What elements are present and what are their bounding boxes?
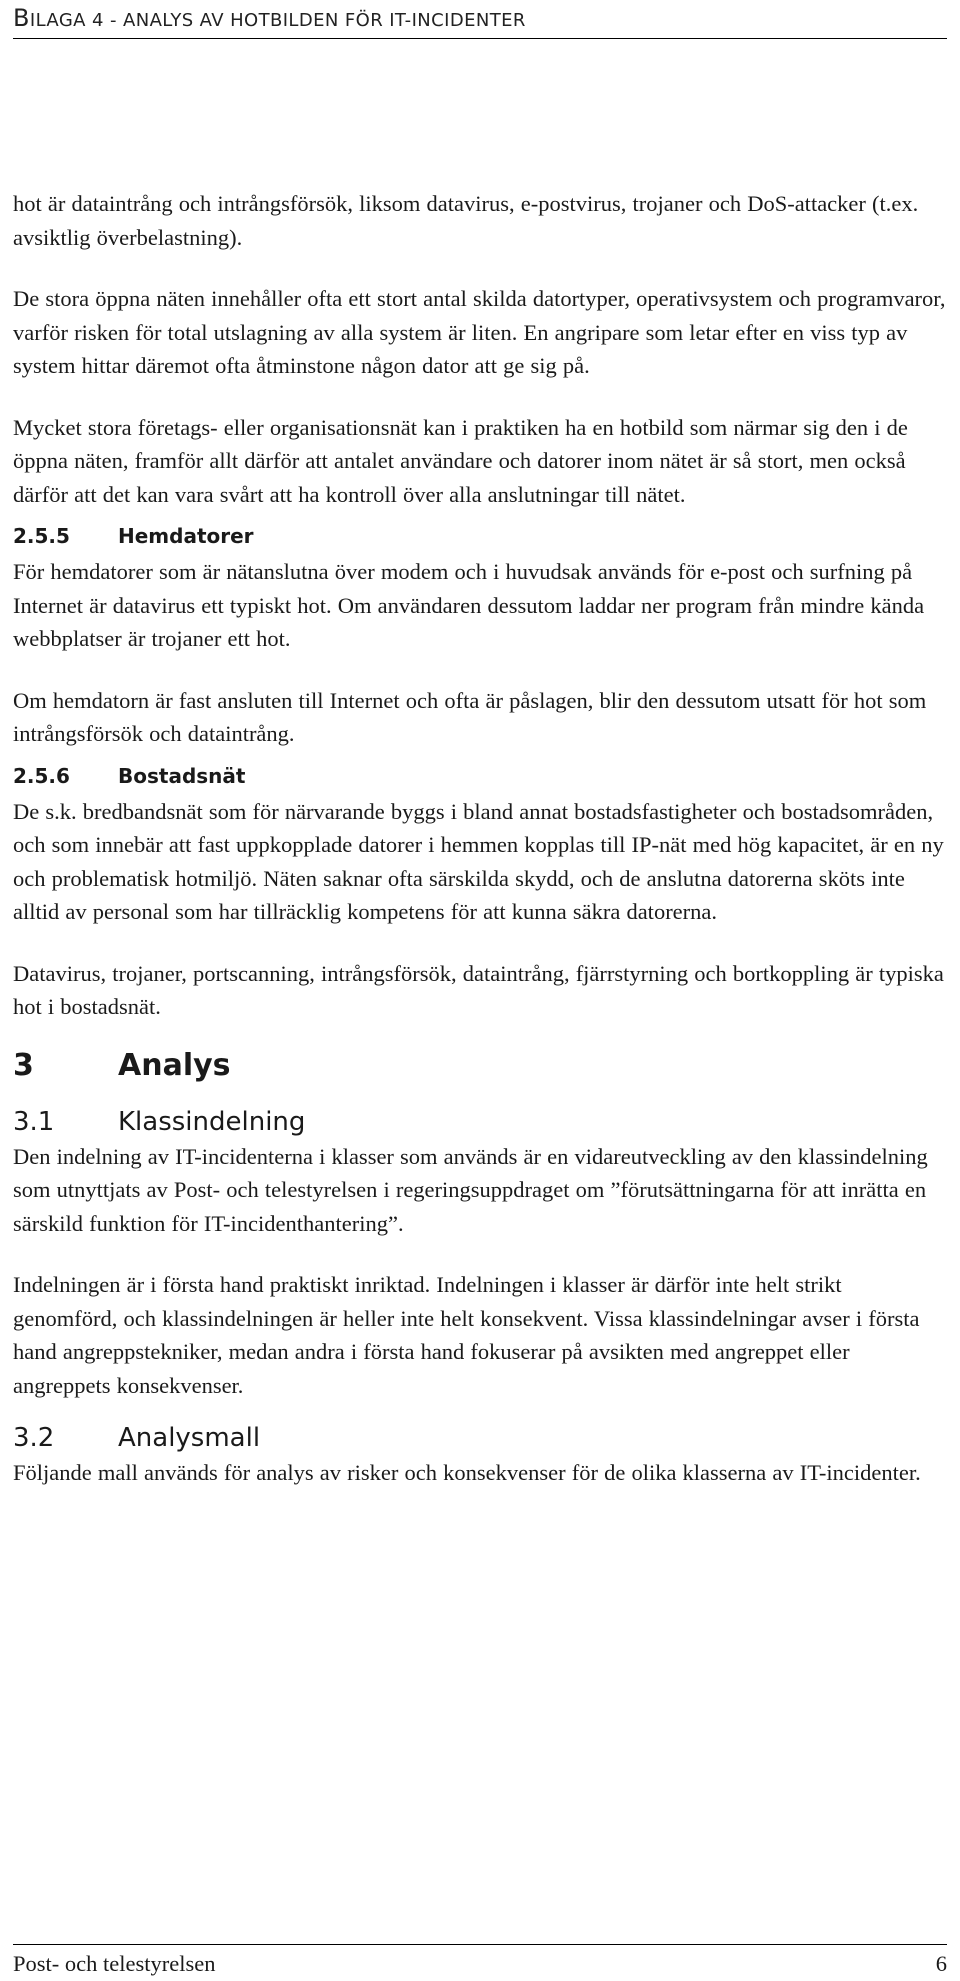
chapter-title: Analys [118,1047,231,1083]
section-heading-3-2 [13,1420,947,1456]
paragraph: De s.k. bredbandsnät som för närvarande byggs i bland annat bostadsfastigheter och bostadsområden, och som innebär att fast uppkopplade datorer i hemmen kopplas till IP-nät med hög kapacitet, är en ny och problematisk hotmiljö. Näten saknar ofta särskilda skydd, och de anslutna datorerna sköts inte alltid av personal som har tillräcklig kompetens för att kunna säkra datorerna. [13,798,944,924]
paragraph: Om hemdatorn är fast ansluten till Internet och ofta är påslagen, blir den dessutom utsatt för hot som intrångsförsök och dataintrång. [13,687,927,746]
section-title: Klassindelning [118,1106,306,1137]
section-heading-2-5-6 [13,761,947,791]
body-content [13,187,947,1490]
footer-publisher: Post- och telestyrelsen [13,1951,216,1976]
section-number: 2.5.6 [13,763,70,788]
paragraph: hot är dataintrång och intrångsförsök, liksom datavirus, e-postvirus, trojaner och DoS-attacker (t.ex. avsiktlig överbelastning). [13,191,919,250]
paragraph: De stora öppna näten innehåller ofta ett stort antal skilda datortyper, operativsystem och programvaror, varför risken för total utslagning av alla system är liten. En angripare som letar efter en viss typ av system hittar däremot ofta åtminstone någon dator att ge sig på. [13,286,946,378]
paragraph: Den indelning av IT-incidenterna i klasser som används är en vidareutveckling av den klassindelning som utnyttjats av Post- och telestyrelsen i regeringsuppdraget om ”förutsättningarna för att inrätta en särskild funktion för IT-incidenthantering”. [13,1143,928,1236]
section-title: Hemdatorer [118,524,254,548]
section-heading-3-1 [13,1104,947,1140]
header-initial: B [13,4,30,32]
paragraph: Indelningen är i första hand praktiskt inriktad. Indelningen i klasser är därför inte helt strikt genomförd, och klassindelningen är heller inte helt konsekvent. Vissa klassindelningar avser i första hand angreppstekniker, medan andra i första hand fokuserar på avsikten med angreppet eller angreppets konsekvenser. [13,1272,920,1398]
page-number: 6 [935,1951,947,1976]
paragraph: Datavirus, trojaner, portscanning, intrångsförsök, dataintrång, fjärrstyrning och bortkoppling är typiska hot i bostadsnät. [13,960,944,1019]
header-text: ILAGA 4 - ANALYS AV HOTBILDEN FÖR IT-INCIDENTER [29,10,526,31]
section-title: Analysmall [118,1423,261,1453]
section-number: 3.2 [13,1423,55,1453]
paragraph: För hemdatorer som är nätanslutna över modem och i huvudsak används för e-post och surfning på Internet är datavirus ett typiskt hot. Om användaren dessutom laddar ner program från mindre kända webbplatser är trojaner ett hot. [13,559,925,651]
paragraph: Mycket stora företags- eller organisationsnät kan i praktiken ha en hotbild som närmar sig den i de öppna näten, framför allt därför att antalet användare och datorer inom nätet är så stort, men också därför att det kan vara svårt att ha kontroll över alla anslutningar till nätet. [13,414,908,507]
section-number: 2.5.5 [13,524,70,548]
paragraph: Följande mall används för analys av risker och konsekvenser för de olika klasserna av IT-incidenter. [13,1460,921,1485]
chapter-heading-3 [13,1046,947,1086]
chapter-number: 3 [13,1047,34,1083]
section-number: 3.1 [13,1106,55,1137]
running-header [13,4,947,39]
page-footer [13,1944,947,1977]
section-title: Bostadsnät [118,763,246,788]
section-heading-2-5-5 [13,521,947,551]
